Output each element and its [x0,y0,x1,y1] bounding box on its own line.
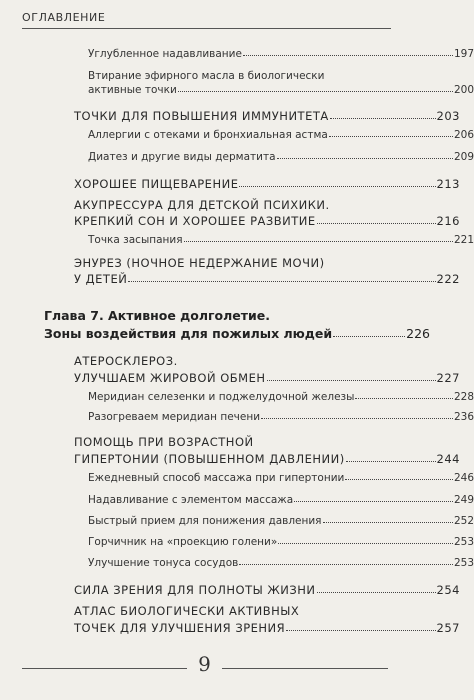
toc-entry-title: Зоны воздействия для пожилых людей [44,326,333,341]
footer-rule-right [222,668,388,669]
toc-entry [0,391,474,403]
toc-page-number: 252 [453,515,474,527]
toc-entry-title: ГИПЕРТОНИИ (ПОВЫШЕННОМ ДАВЛЕНИИ) [74,452,345,466]
toc-entry-title: Горчичник на «проекцию голени» [88,536,278,548]
toc-page-number: 213 [436,177,460,191]
leader-dots [184,241,453,242]
toc-page-number: 253 [453,536,474,548]
leader-dots [333,336,405,337]
toc-entry-title: КРЕПКИЙ СОН И ХОРОШЕЕ РАЗВИТИЕ [74,214,316,228]
toc-page-number: 227 [436,371,460,385]
toc-entry [0,214,460,228]
toc-entry-title: активные точки [88,84,177,96]
toc-entry-title: У ДЕТЕЙ [74,272,128,286]
toc-entry-line: АКУПРЕССУРА ДЛЯ ДЕТСКОЙ ПСИХИКИ. [74,198,330,212]
toc-entry [0,452,460,466]
toc-entry-line: АТЕРОСКЛЕРОЗ. [74,354,178,368]
toc-entry-title: ТОЧЕК ДЛЯ УЛУЧШЕНИЯ ЗРЕНИЯ [74,621,286,635]
toc-entry-title: Углубленное надавливание [88,48,242,60]
toc-page-number: 209 [453,151,474,163]
page-header: ОГЛАВЛЕНИЕ [22,11,106,24]
toc-page-number: 216 [436,214,460,228]
chapter-heading: Глава 7. Активное долголетие. [44,308,270,323]
toc-page-number: 222 [436,272,460,286]
toc-entry-line: АТЛАС БИОЛОГИЧЕСКИ АКТИВНЫХ [74,604,300,618]
toc-entry [0,371,460,385]
toc-entry [0,84,474,96]
leader-dots [239,564,453,565]
toc-entry [0,472,474,484]
toc-entry [0,109,460,123]
toc-page-number: 246 [453,472,474,484]
header-rule [22,28,391,29]
toc-entry [0,494,474,506]
leader-dots [345,479,453,480]
toc-entry-line: Втирание эфирного масла в биологически [88,70,325,82]
toc-entry [0,411,474,423]
toc-entry [0,557,474,569]
toc-entry [0,621,460,635]
leader-dots [243,55,453,56]
leader-dots [239,186,435,187]
leader-dots [355,398,453,399]
toc-entry [0,272,460,286]
toc-entry [0,129,474,141]
toc-entry-title: Ежедневный способ массажа при гипертонии [88,472,345,484]
toc-page-number: 200 [453,84,474,96]
toc-entry-line: ЭНУРЕЗ (НОЧНОЕ НЕДЕРЖАНИЕ МОЧИ) [74,256,325,270]
toc-entry-title: Меридиан селезенки и поджелудочной железы [88,391,355,403]
toc-entry-title: Диатез и другие виды дерматита [88,151,276,163]
leader-dots [278,543,453,544]
leader-dots [277,158,453,159]
toc-entry-title: Разогреваем меридиан печени [88,411,261,423]
page-number: 9 [198,652,211,676]
toc-page-number: 244 [436,452,460,466]
toc-page-number: 228 [453,391,474,403]
leader-dots [317,223,436,224]
leader-dots [294,501,453,502]
toc-entry [0,234,474,246]
toc-entry-title: ХОРОШЕЕ ПИЩЕВАРЕНИЕ [74,177,239,191]
toc-entry-title: Аллергии с отеками и бронхиальная астма [88,129,328,141]
leader-dots [261,418,453,419]
leader-dots [128,281,435,282]
toc-entry-line: ПОМОЩЬ ПРИ ВОЗРАСТНОЙ [74,435,254,449]
toc-entry [0,177,460,191]
toc-entry [0,515,474,527]
toc-entry-title: Точка засыпания [88,234,183,246]
toc-page-number: 249 [453,494,474,506]
toc-entry-title: СИЛА ЗРЕНИЯ ДЛЯ ПОЛНОТЫ ЖИЗНИ [74,583,316,597]
toc-entry [0,151,474,163]
toc-entry [0,536,474,548]
toc-page-number: 254 [436,583,460,597]
leader-dots [317,592,436,593]
toc-entry-title: Надавливание с элементом массажа [88,494,294,506]
leader-dots [329,136,453,137]
leader-dots [323,522,453,523]
toc-page-number: 221 [453,234,474,246]
leader-dots [267,380,436,381]
toc-page-number: 206 [453,129,474,141]
toc-entry-title: ТОЧКИ ДЛЯ ПОВЫШЕНИЯ ИММУНИТЕТА [74,109,329,123]
toc-entry-title: Улучшение тонуса сосудов [88,557,239,569]
toc-entry-title: Быстрый прием для понижения давления [88,515,322,527]
toc-page-number: 226 [406,326,430,341]
toc-entry [0,48,474,60]
toc-page-number: 197 [453,48,474,60]
leader-dots [178,91,453,92]
toc-page-number: 203 [436,109,460,123]
leader-dots [286,630,435,631]
leader-dots [330,118,436,119]
toc-page-number: 257 [436,621,460,635]
leader-dots [346,461,436,462]
toc-entry [0,583,460,597]
toc-page-number: 236 [453,411,474,423]
toc-page-number: 253 [453,557,474,569]
toc-entry-title: УЛУЧШАЕМ ЖИРОВОЙ ОБМЕН [74,371,266,385]
toc-entry [0,326,430,341]
